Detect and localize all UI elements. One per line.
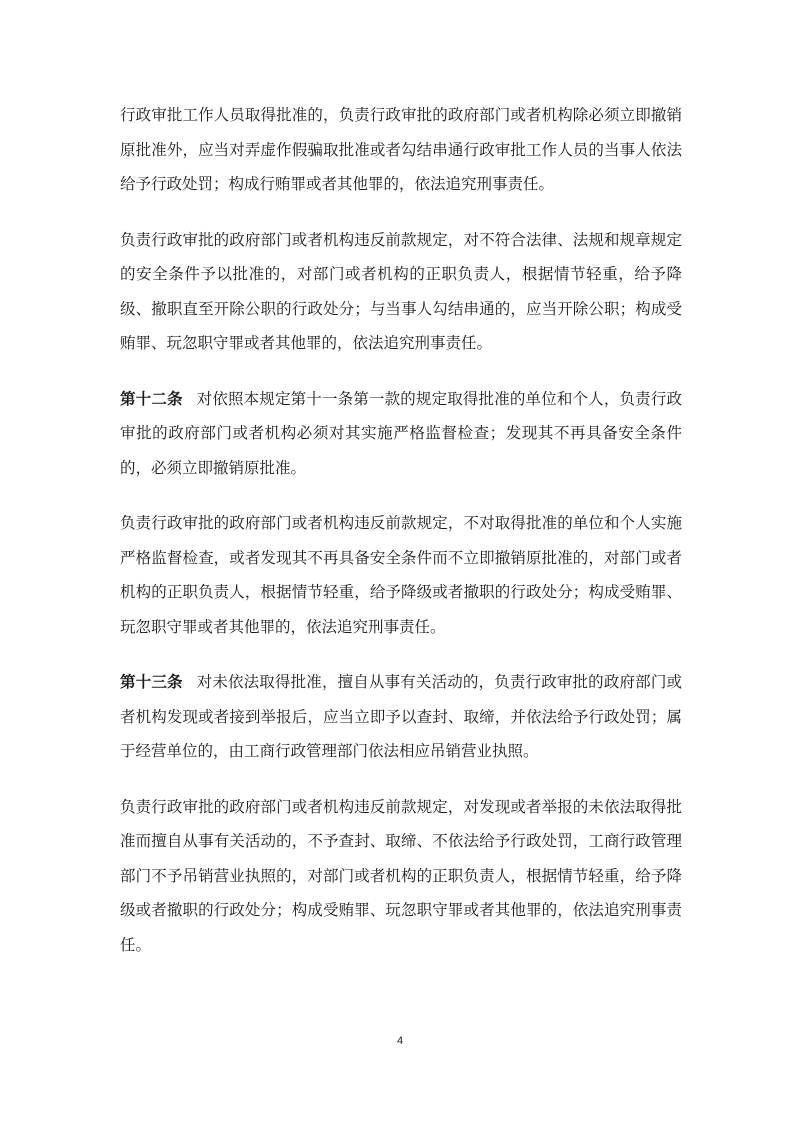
article-heading: 第十三条 <box>120 672 183 691</box>
paragraph-4 <box>120 506 682 644</box>
paragraph-article-12 <box>120 382 682 486</box>
article-heading: 第十二条 <box>120 388 183 408</box>
paragraph-text: 对依照本规定第十一条第一款的规定取得批准的单位和个人，负责行政审批的政府部门或者机构必须对其实施严格监督检查；发现其不再具备安全条件的，必须立即撤销原批准。 <box>120 389 682 477</box>
page-number: 4 <box>396 1035 404 1047</box>
paragraph-text: 对未依法取得批准，擅自从事有关活动的，负责行政审批的政府部门或者机构发现或者接到举报后，应当立即予以查封、取缔，并依法给予行政处罚；属于经营单位的，由工商行政管理部门依法相应吊销营业执照。 <box>120 673 682 760</box>
paragraph-6 <box>120 790 682 963</box>
paragraph-text: 负责行政审批的政府部门或者机构违反前款规定，不对取得批准的单位和个人实施严格监督检查，或者发现其不再具备安全条件而不立即撤销原批准的，对部门或者机构的正职负责人，根据情节轻重，给予降级或者撤职的行政处分；构成受贿罪、玩忽职守罪或者其他罪的，依法追究刑事责任。 <box>120 514 682 636</box>
paragraph-1 <box>120 98 682 202</box>
paragraph-text: 行政审批工作人员取得批准的，负责行政审批的政府部门或者机构除必须立即撤销原批准外，应当对弄虚作假骗取批准或者勾结串通行政审批工作人员的当事人依法给予行政处罚；构成行贿罪或者其他罪的，依法追究刑事责任。 <box>120 106 682 193</box>
paragraph-text: 负责行政审批的政府部门或者机构违反前款规定，对发现或者举报的未依法取得批准而擅自从事有关活动的，不予查封、取缔、不依法给予行政处罚，工商行政管理部门不予吊销营业执照的，对部门或者机构的正职负责人，根据情节轻重，给予降级或者撤职的行政处分；构成受贿罪、玩忽职守罪或者其他罪的，依法追究刑事责任。 <box>120 797 682 954</box>
paragraph-text: 负责行政审批的政府部门或者机构违反前款规定，对不符合法律、法规和规章规定的安全条件予以批准的，对部门或者机构的正职负责人，根据情节轻重，给予降级、撤职直至开除公职的行政处分；与当事人勾结串通的，应当开除公职；构成受贿罪、玩忽职守罪或者其他罪的，依法追究刑事责任。 <box>120 230 682 352</box>
paragraph-2 <box>120 223 682 361</box>
paragraph-article-13 <box>120 665 682 769</box>
document-body <box>120 98 682 983</box>
